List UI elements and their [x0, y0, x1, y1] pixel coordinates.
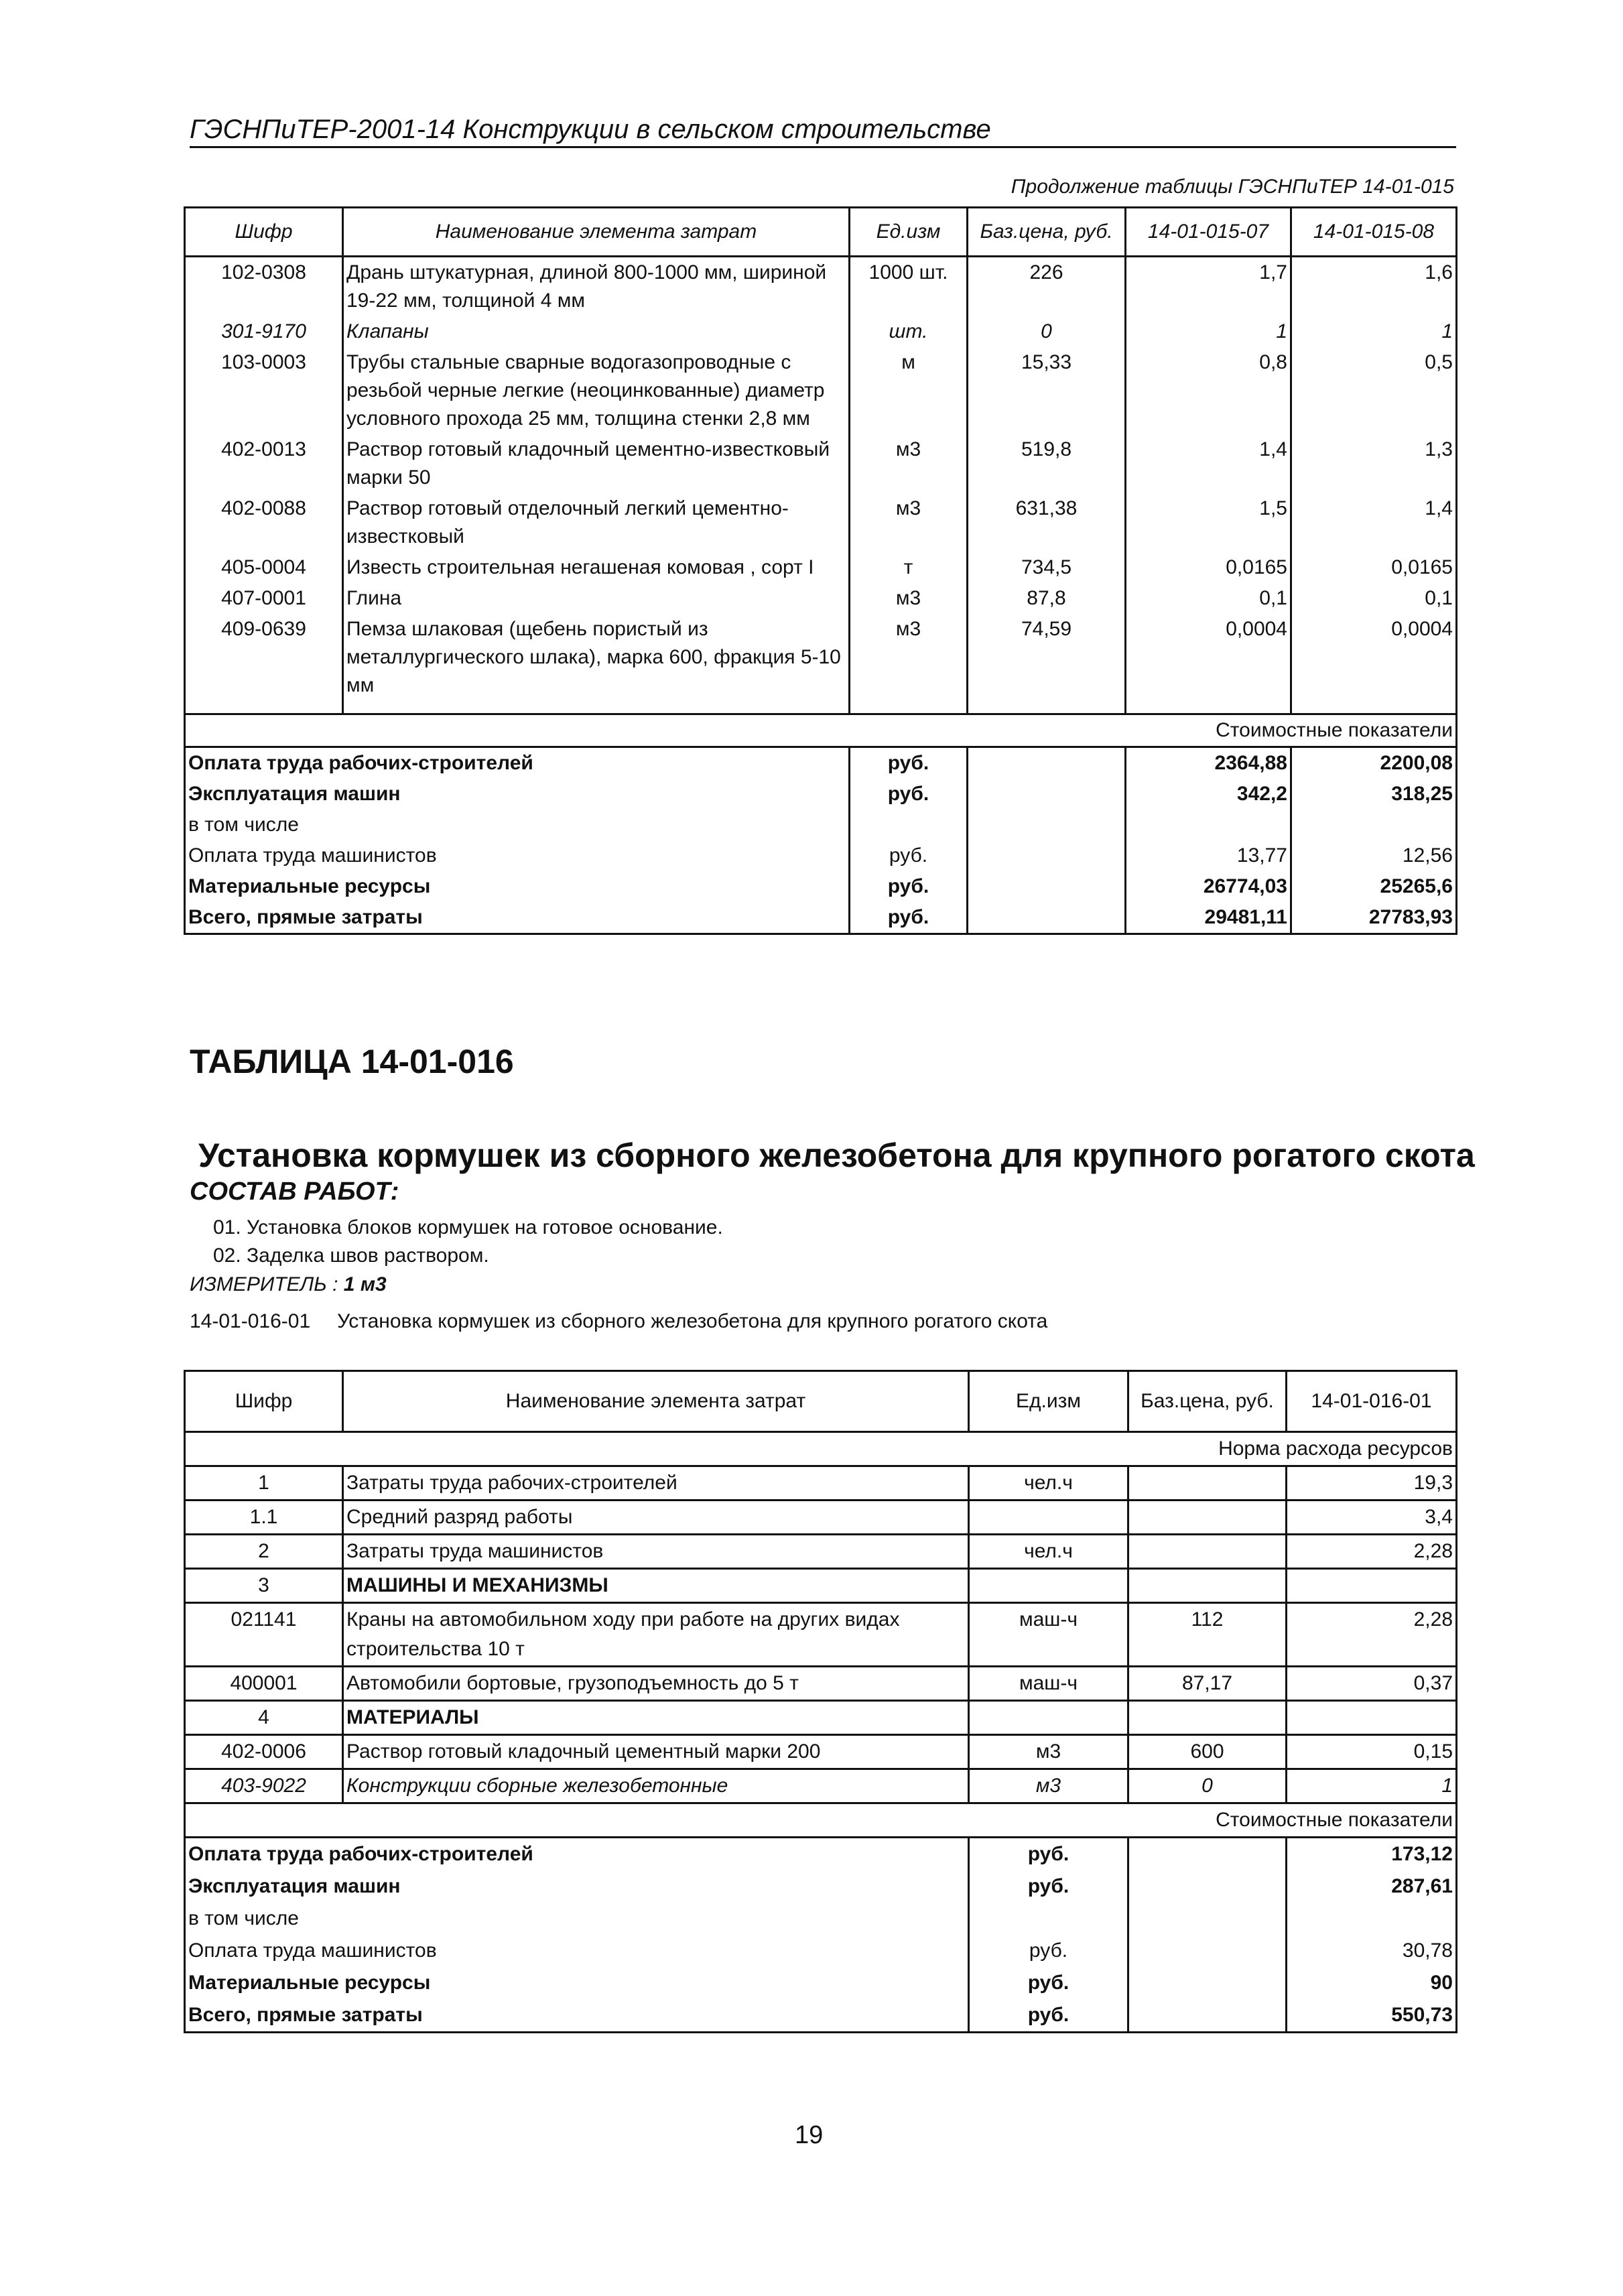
- cost-band-label: Стоимостные показатели: [185, 714, 1457, 747]
- row-name: Трубы стальные сварные водогазопроводные с резьбой черные легкие (неоцинкованные) диаметр условного прохода 25 мм, толщина стенки 2,8 мм: [343, 347, 850, 434]
- total-value: 287,61: [1287, 1870, 1457, 1903]
- row-name: МАТЕРИАЛЫ: [343, 1701, 969, 1735]
- row-code: 301-9170: [185, 316, 343, 347]
- table-row: [185, 1667, 1457, 1701]
- row-value: 0,37: [1287, 1667, 1457, 1701]
- row-value: 1: [1287, 1769, 1457, 1803]
- total-value: 30,78: [1287, 1935, 1457, 1967]
- meter-line: [190, 1273, 387, 1296]
- column-header: Баз.цена, руб.: [1128, 1371, 1287, 1432]
- table-row: [185, 1735, 1457, 1769]
- total-unit: руб.: [850, 902, 968, 934]
- row-value: 0,5: [1291, 347, 1457, 434]
- row-value: 1: [1291, 316, 1457, 347]
- row-unit: чел.ч: [969, 1535, 1128, 1569]
- row-name: Глина: [343, 583, 850, 614]
- row-value: 0,0004: [1126, 614, 1291, 701]
- row-value: [1287, 1569, 1457, 1603]
- table-row: [185, 1569, 1457, 1603]
- row-unit: шт.: [850, 316, 968, 347]
- row-value: 0,8: [1126, 347, 1291, 434]
- table-row: [185, 583, 1457, 614]
- total-label: Эксплуатация машин: [185, 1870, 969, 1903]
- row-value: 1,6: [1291, 257, 1457, 317]
- spacer-cell: [1126, 701, 1291, 714]
- total-value: 29481,11: [1126, 902, 1291, 934]
- total-price: [1128, 1838, 1287, 1871]
- row-name: Раствор готовый кладочный цементный марки 200: [343, 1735, 969, 1769]
- table-body: [185, 257, 1457, 934]
- total-unit: руб.: [969, 1838, 1128, 1871]
- row-code: 407-0001: [185, 583, 343, 614]
- spacer-cell: [850, 701, 968, 714]
- total-label: в том числе: [185, 810, 850, 840]
- total-row: [185, 779, 1457, 810]
- norm-band-label: Норма расхода ресурсов: [185, 1432, 1457, 1466]
- cost-band-label: Стоимостные показатели: [185, 1803, 1457, 1838]
- row-value: 1,5: [1126, 493, 1291, 552]
- row-value: 0,0165: [1291, 552, 1457, 583]
- row-name: Раствор готовый отделочный легкий цементно-известковый: [343, 493, 850, 552]
- total-label: Оплата труда машинистов: [185, 840, 850, 871]
- row-code: 402-0013: [185, 434, 343, 493]
- column-header: Наименование элемента затрат: [343, 208, 850, 257]
- total-value: 2200,08: [1291, 747, 1457, 779]
- column-header: Ед.изм: [969, 1371, 1128, 1432]
- total-price: [968, 902, 1126, 934]
- item-code: 14-01-016-01: [190, 1310, 311, 1332]
- row-value: 1: [1126, 316, 1291, 347]
- row-name: Конструкции сборные железобетонные: [343, 1769, 969, 1803]
- cost-band-row: [185, 714, 1457, 747]
- spacer-cell: [343, 701, 850, 714]
- total-value: [1291, 810, 1457, 840]
- row-price: 226: [968, 257, 1126, 317]
- row-code: 405-0004: [185, 552, 343, 583]
- works-heading: СОСТАВ РАБОТ:: [190, 1177, 399, 1206]
- row-price: 74,59: [968, 614, 1126, 701]
- table-row: [185, 347, 1457, 434]
- row-unit: [969, 1569, 1128, 1603]
- total-price: [968, 810, 1126, 840]
- spacer-row: [185, 701, 1457, 714]
- total-value: 26774,03: [1126, 871, 1291, 902]
- row-unit: [969, 1501, 1128, 1535]
- table-body: [185, 1432, 1457, 2033]
- row-price: 734,5: [968, 552, 1126, 583]
- item-line: [190, 1310, 1074, 1333]
- row-unit: м3: [969, 1769, 1128, 1803]
- row-price: 0: [1128, 1769, 1287, 1803]
- row-price: [1128, 1535, 1287, 1569]
- running-title: ГЭСНПиТЕР-2001-14 Конструкции в сельском строительстве: [190, 115, 991, 144]
- total-value: 318,25: [1291, 779, 1457, 810]
- spacer-cell: [968, 701, 1126, 714]
- total-unit: руб.: [850, 779, 968, 810]
- running-header: [190, 113, 1456, 148]
- total-price: [1128, 1903, 1287, 1935]
- total-label: Оплата труда машинистов: [185, 1935, 969, 1967]
- row-code: 2: [185, 1535, 343, 1569]
- total-row: [185, 840, 1457, 871]
- row-code: 3: [185, 1569, 343, 1603]
- total-row: [185, 810, 1457, 840]
- row-value: 0,0004: [1291, 614, 1457, 701]
- table-row: [185, 257, 1457, 317]
- row-code: 102-0308: [185, 257, 343, 317]
- table-row: [185, 316, 1457, 347]
- row-value: 1,7: [1126, 257, 1291, 317]
- row-value: 1,4: [1126, 434, 1291, 493]
- total-price: [968, 871, 1126, 902]
- total-value: 342,2: [1126, 779, 1291, 810]
- row-unit: 1000 шт.: [850, 257, 968, 317]
- total-value: 25265,6: [1291, 871, 1457, 902]
- total-unit: руб.: [850, 840, 968, 871]
- row-name: Автомобили бортовые, грузоподъемность до 5 т: [343, 1667, 969, 1701]
- total-unit: руб.: [850, 871, 968, 902]
- table-row: [185, 1701, 1457, 1735]
- row-code: 021141: [185, 1603, 343, 1667]
- table-header-row: [185, 208, 1457, 257]
- total-value: [1126, 810, 1291, 840]
- row-name: Известь строительная негашеная комовая , сорт I: [343, 552, 850, 583]
- row-price: 519,8: [968, 434, 1126, 493]
- column-header: 14-01-015-07: [1126, 208, 1291, 257]
- total-value: 173,12: [1287, 1838, 1457, 1871]
- row-name: Краны на автомобильном ходу при работе на других видах строительства 10 т: [343, 1603, 969, 1667]
- total-unit: руб.: [969, 1999, 1128, 2033]
- row-name: Дрань штукатурная, длиной 800-1000 мм, шириной 19-22 мм, толщиной 4 мм: [343, 257, 850, 317]
- row-code: 1.1: [185, 1501, 343, 1535]
- row-name: Пемза шлаковая (щебень пористый из металлургического шлака), марка 600, фракция 5-10 мм: [343, 614, 850, 701]
- row-price: 15,33: [968, 347, 1126, 434]
- row-unit: чел.ч: [969, 1466, 1128, 1501]
- row-price: 87,17: [1128, 1667, 1287, 1701]
- item-name: Установка кормушек из сборного железобетона для крупного рогатого скота: [337, 1310, 1048, 1332]
- total-row: [185, 1838, 1457, 1871]
- total-unit: руб.: [969, 1870, 1128, 1903]
- total-label: Оплата труда рабочих-строителей: [185, 1838, 969, 1871]
- row-code: 409-0639: [185, 614, 343, 701]
- row-value: 0,0165: [1126, 552, 1291, 583]
- row-price: [1128, 1569, 1287, 1603]
- total-row: [185, 902, 1457, 934]
- table-row: [185, 1501, 1457, 1535]
- total-value: 90: [1287, 1967, 1457, 1999]
- row-code: 403-9022: [185, 1769, 343, 1803]
- total-value: 27783,93: [1291, 902, 1457, 934]
- row-unit: маш-ч: [969, 1667, 1128, 1701]
- total-unit: руб.: [969, 1967, 1128, 1999]
- total-price: [1128, 1967, 1287, 1999]
- total-unit: [850, 810, 968, 840]
- table-header-row: [185, 1371, 1457, 1432]
- total-unit: руб.: [969, 1935, 1128, 1967]
- row-price: 631,38: [968, 493, 1126, 552]
- total-value: 12,56: [1291, 840, 1457, 871]
- meter-label: ИЗМЕРИТЕЛЬ :: [190, 1273, 338, 1295]
- row-value: 2,28: [1287, 1535, 1457, 1569]
- total-label: Материальные ресурсы: [185, 871, 850, 902]
- norm-band-row: [185, 1432, 1457, 1466]
- row-unit: маш-ч: [969, 1603, 1128, 1667]
- row-price: 112: [1128, 1603, 1287, 1667]
- row-value: 3,4: [1287, 1501, 1457, 1535]
- row-unit: м3: [850, 583, 968, 614]
- work-item: 01. Установка блоков кормушек на готовое основание.: [213, 1216, 723, 1238]
- total-unit: руб.: [850, 747, 968, 779]
- row-name: Раствор готовый кладочный цементно-известковый марки 50: [343, 434, 850, 493]
- row-price: 0: [968, 316, 1126, 347]
- row-name: МАШИНЫ И МЕХАНИЗМЫ: [343, 1569, 969, 1603]
- row-name: Затраты труда рабочих-строителей: [343, 1466, 969, 1501]
- table-continuation-note: Продолжение таблицы ГЭСНПиТЕР 14-01-015: [1011, 176, 1454, 198]
- row-unit: т: [850, 552, 968, 583]
- row-code: 103-0003: [185, 347, 343, 434]
- column-header: Ед.изм: [850, 208, 968, 257]
- row-value: [1287, 1701, 1457, 1735]
- row-name: Затраты труда машинистов: [343, 1535, 969, 1569]
- row-price: 87,8: [968, 583, 1126, 614]
- row-value: 19,3: [1287, 1466, 1457, 1501]
- total-row: [185, 1967, 1457, 1999]
- row-code: 400001: [185, 1667, 343, 1701]
- spacer-cell: [1291, 701, 1457, 714]
- row-value: 0,1: [1291, 583, 1457, 614]
- total-label: Оплата труда рабочих-строителей: [185, 747, 850, 779]
- row-name: Клапаны: [343, 316, 850, 347]
- total-label: Эксплуатация машин: [185, 779, 850, 810]
- row-price: [1128, 1466, 1287, 1501]
- total-price: [1128, 1999, 1287, 2033]
- column-header: Баз.цена, руб.: [968, 208, 1126, 257]
- total-value: [1287, 1903, 1457, 1935]
- row-unit: м: [850, 347, 968, 434]
- spacer-cell: [185, 701, 343, 714]
- row-value: 1,3: [1291, 434, 1457, 493]
- column-header: 14-01-015-08: [1291, 208, 1457, 257]
- row-value: 0,1: [1126, 583, 1291, 614]
- column-header: Шифр: [185, 208, 343, 257]
- resource-table-14-01-015: [184, 206, 1457, 935]
- total-label: Всего, прямые затраты: [185, 1999, 969, 2033]
- table-row: [185, 1769, 1457, 1803]
- total-row: [185, 1903, 1457, 1935]
- row-code: 4: [185, 1701, 343, 1735]
- row-value: 1,4: [1291, 493, 1457, 552]
- total-row: [185, 871, 1457, 902]
- table-row: [185, 493, 1457, 552]
- total-value: 550,73: [1287, 1999, 1457, 2033]
- row-code: 402-0088: [185, 493, 343, 552]
- row-unit: м3: [850, 614, 968, 701]
- page-number: 19: [795, 2121, 824, 2149]
- table-row: [185, 614, 1457, 701]
- total-value: 2364,88: [1126, 747, 1291, 779]
- total-label: Всего, прямые затраты: [185, 902, 850, 934]
- table-title: ТАБЛИЦА 14-01-016: [190, 1043, 514, 1080]
- row-value: 2,28: [1287, 1603, 1457, 1667]
- table-row: [185, 1466, 1457, 1501]
- row-code: 402-0006: [185, 1735, 343, 1769]
- total-price: [968, 779, 1126, 810]
- total-price: [1128, 1935, 1287, 1967]
- row-unit: м3: [850, 493, 968, 552]
- row-unit: м3: [850, 434, 968, 493]
- total-unit: [969, 1903, 1128, 1935]
- row-name: Средний разряд работы: [343, 1501, 969, 1535]
- row-unit: м3: [969, 1735, 1128, 1769]
- total-label: в том числе: [185, 1903, 969, 1935]
- row-price: [1128, 1501, 1287, 1535]
- total-row: [185, 1870, 1457, 1903]
- row-price: 600: [1128, 1735, 1287, 1769]
- total-label: Материальные ресурсы: [185, 1967, 969, 1999]
- total-row: [185, 1999, 1457, 2033]
- row-unit: [969, 1701, 1128, 1735]
- row-price: [1128, 1701, 1287, 1735]
- table-row: [185, 1535, 1457, 1569]
- resource-table-14-01-016: [184, 1370, 1457, 2033]
- column-header: 14-01-016-01: [1287, 1371, 1457, 1432]
- total-price: [968, 747, 1126, 779]
- column-header: Шифр: [185, 1371, 343, 1432]
- cost-band-row: [185, 1803, 1457, 1838]
- work-item: 02. Заделка швов раствором.: [213, 1245, 489, 1267]
- total-price: [968, 840, 1126, 871]
- table-row: [185, 1603, 1457, 1667]
- section-title: Установка кормушек из сборного железобетона для крупного рогатого скота: [198, 1137, 1475, 1174]
- row-code: 1: [185, 1466, 343, 1501]
- table-row: [185, 434, 1457, 493]
- column-header: Наименование элемента затрат: [343, 1371, 969, 1432]
- row-value: 0,15: [1287, 1735, 1457, 1769]
- table-row: [185, 552, 1457, 583]
- meter-value: 1 м3: [343, 1273, 387, 1295]
- total-row: [185, 1935, 1457, 1967]
- total-price: [1128, 1870, 1287, 1903]
- total-row: [185, 747, 1457, 779]
- total-value: 13,77: [1126, 840, 1291, 871]
